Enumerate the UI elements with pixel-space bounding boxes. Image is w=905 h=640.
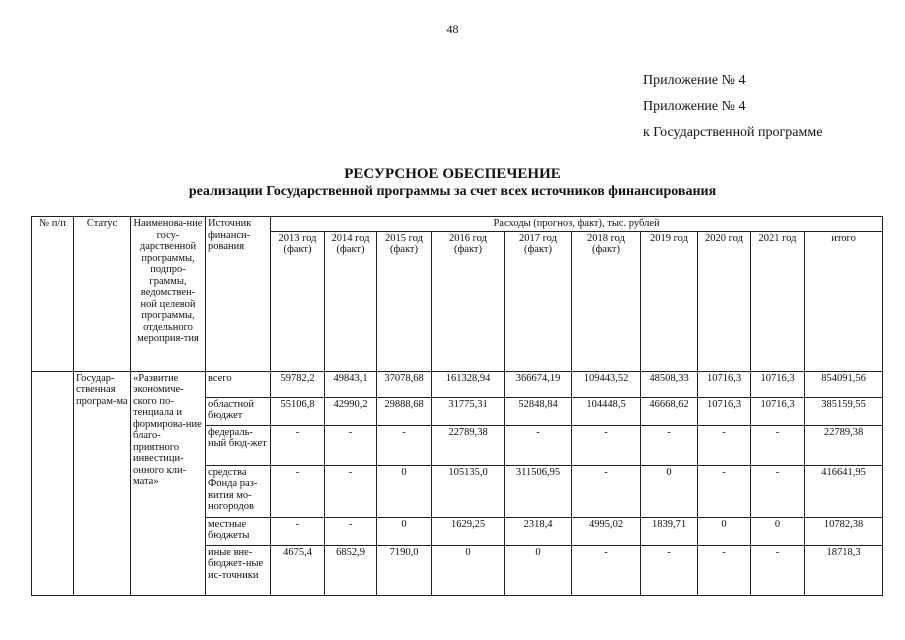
table-cell: 31775,31 bbox=[432, 397, 505, 425]
table-cell: 385159,55 bbox=[805, 397, 883, 425]
table-cell: - bbox=[751, 425, 805, 465]
table-cell: - bbox=[698, 545, 751, 595]
table-cell: 0 bbox=[432, 545, 505, 595]
row-source: федераль-ный бюд-жет bbox=[206, 425, 271, 465]
table-cell: 0 bbox=[377, 465, 432, 517]
table-cell: 854091,56 bbox=[805, 371, 883, 397]
table-cell: 22789,38 bbox=[805, 425, 883, 465]
table-cell: 1839,71 bbox=[641, 517, 698, 545]
table-cell: 18718,3 bbox=[805, 545, 883, 595]
table-cell: - bbox=[325, 517, 377, 545]
header-status: Статус bbox=[74, 217, 131, 372]
table-cell: - bbox=[325, 425, 377, 465]
appendix-line-2: Приложение № 4 bbox=[643, 99, 746, 114]
table-cell: 416641,95 bbox=[805, 465, 883, 517]
program-num bbox=[32, 371, 74, 595]
table-cell: 0 bbox=[698, 517, 751, 545]
document-title bbox=[0, 166, 905, 200]
header-year: 2020 год bbox=[698, 231, 751, 371]
header-year: 2018 год (факт) bbox=[572, 231, 641, 371]
header-year: 2017 год (факт) bbox=[505, 231, 572, 371]
resource-table bbox=[31, 216, 883, 596]
table-cell: - bbox=[572, 545, 641, 595]
table-cell: 46668,62 bbox=[641, 397, 698, 425]
program-status: Государ-ственная програм-ма bbox=[74, 371, 131, 595]
table-cell: - bbox=[698, 465, 751, 517]
table-cell: 10716,3 bbox=[698, 371, 751, 397]
header-row-1 bbox=[32, 217, 883, 232]
row-source: иные вне-бюджет-ные ис-точники bbox=[206, 545, 271, 595]
row-source: областной бюджет bbox=[206, 397, 271, 425]
table-cell: 105135,0 bbox=[432, 465, 505, 517]
table-cell: 311506,95 bbox=[505, 465, 572, 517]
table-cell: - bbox=[641, 545, 698, 595]
row-source: средства Фонда раз-вития мо-ногородов bbox=[206, 465, 271, 517]
appendix-line-3: к Государственной программе bbox=[643, 125, 823, 140]
table-cell: 55106,8 bbox=[271, 397, 325, 425]
header-year: 2019 год bbox=[641, 231, 698, 371]
table-cell: 2318,4 bbox=[505, 517, 572, 545]
header-year: 2015 год (факт) bbox=[377, 231, 432, 371]
table-cell: 10782,38 bbox=[805, 517, 883, 545]
table-cell: 10716,3 bbox=[751, 371, 805, 397]
header-year: 2013 год (факт) bbox=[271, 231, 325, 371]
table-cell: 48508,33 bbox=[641, 371, 698, 397]
table-cell: 1629,25 bbox=[432, 517, 505, 545]
table-cell: - bbox=[641, 425, 698, 465]
table-cell: - bbox=[325, 465, 377, 517]
title-subtitle: реализации Государственной программы за счет всех источников финансирования bbox=[188, 184, 717, 199]
table-row bbox=[32, 371, 883, 397]
table-cell: 10716,3 bbox=[698, 397, 751, 425]
table-cell: 0 bbox=[377, 517, 432, 545]
program-name: «Развитие экономиче-ского по-тенциала и формирова-ние благо-приятного инвестици-онного кли-мата» bbox=[131, 371, 206, 595]
table-cell: 59782,2 bbox=[271, 371, 325, 397]
table-cell: 0 bbox=[641, 465, 698, 517]
page-number: 48 bbox=[446, 22, 459, 36]
table-cell: 161328,94 bbox=[432, 371, 505, 397]
header-year: 2014 год (факт) bbox=[325, 231, 377, 371]
row-source: местные бюджеты bbox=[206, 517, 271, 545]
table-cell: - bbox=[271, 425, 325, 465]
table-cell: 10716,3 bbox=[751, 397, 805, 425]
header-source: Источник финанси-рования bbox=[206, 217, 271, 372]
row-source: всего bbox=[206, 371, 271, 397]
table-cell: 4675,4 bbox=[271, 545, 325, 595]
header-num: № п/п bbox=[32, 217, 74, 372]
table-cell: - bbox=[271, 465, 325, 517]
header-name: Наименова-ние госу-дарственной программы, подпро-граммы, ведомствен-ной целевой программы, отдельного мероприя-тия bbox=[131, 217, 206, 372]
appendix-line-1: Приложение № 4 bbox=[643, 73, 746, 88]
header-expenses: Расходы (прогноз, факт), тыс. рублей bbox=[271, 217, 883, 232]
table-cell: 4995,02 bbox=[572, 517, 641, 545]
table-cell: 49843,1 bbox=[325, 371, 377, 397]
title-main: РЕСУРСНОЕ ОБЕСПЕЧЕНИЕ bbox=[344, 166, 561, 182]
table-cell: - bbox=[377, 425, 432, 465]
table-cell: 366674,19 bbox=[505, 371, 572, 397]
table-cell: 42990,2 bbox=[325, 397, 377, 425]
table-cell: - bbox=[751, 545, 805, 595]
table-cell: - bbox=[572, 465, 641, 517]
header-year: 2021 год bbox=[751, 231, 805, 371]
table-cell: 29888,68 bbox=[377, 397, 432, 425]
appendix-block bbox=[643, 68, 822, 146]
table-cell: - bbox=[572, 425, 641, 465]
table-cell: 37078,68 bbox=[377, 371, 432, 397]
table-cell: 22789,38 bbox=[432, 425, 505, 465]
table-cell: 0 bbox=[751, 517, 805, 545]
table-cell: 0 bbox=[505, 545, 572, 595]
header-total: итого bbox=[805, 231, 883, 371]
table-cell: - bbox=[698, 425, 751, 465]
table-cell: 104448,5 bbox=[572, 397, 641, 425]
table-cell: 52848,84 bbox=[505, 397, 572, 425]
table-cell: - bbox=[751, 465, 805, 517]
table-cell: - bbox=[505, 425, 572, 465]
table-cell: 7190,0 bbox=[377, 545, 432, 595]
table-cell: 6852,9 bbox=[325, 545, 377, 595]
table-cell: - bbox=[271, 517, 325, 545]
header-year: 2016 год (факт) bbox=[432, 231, 505, 371]
table-cell: 109443,52 bbox=[572, 371, 641, 397]
